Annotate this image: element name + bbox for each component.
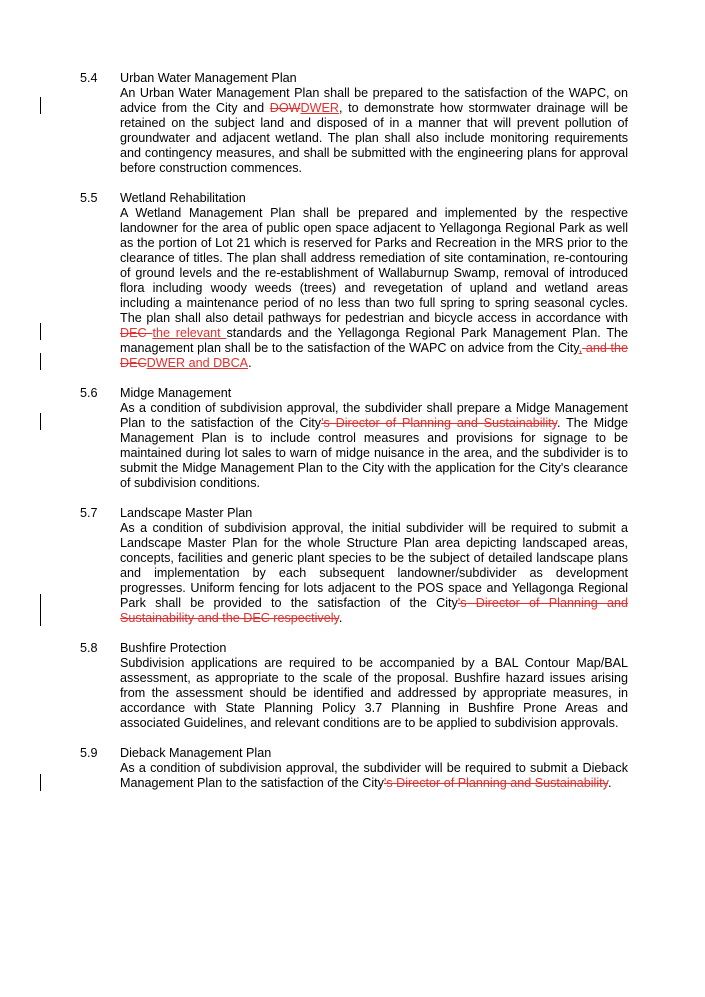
deleted-text: 's Director of Planning and Sustainability xyxy=(383,776,609,791)
change-bar xyxy=(40,353,41,370)
body-text: Subdivision applications are required to be accompanied by a BAL Contour Map/BAL assessment, as appropriate to the scale of the proposal. Bushfire hazard issues arising from the assessment should be identified and addressed by appropriate measures, in accordance with State Planning Policy 3.7 Planning in Bushfire Prone Areas and associated Guidelines, and relevant conditions are to be applied to subdivision approvals. xyxy=(120,656,628,731)
section-title: Bushfire Protection xyxy=(120,641,227,655)
section-number: 5.9 xyxy=(80,746,98,760)
body-text: . xyxy=(248,356,252,371)
inserted-text: , xyxy=(578,341,583,356)
change-bar xyxy=(40,413,41,430)
deleted-text: 's Director of Planning and Sustainability and the DEC respectively xyxy=(120,596,629,626)
change-bar xyxy=(40,97,41,114)
section-title: Midge Management xyxy=(120,386,232,400)
change-bar xyxy=(40,323,41,340)
deleted-text: DEC xyxy=(120,326,153,341)
body-text: As a condition of subdivision approval, the subdivider will be required to submit a Dieback Management Plan to the satisfaction of the City xyxy=(120,761,628,791)
section-body xyxy=(120,761,628,791)
body-text: A Wetland Management Plan shall be prepared and implemented by the respective landowner for the area of public open space adjacent to Yellagonga Regional Park as well as the portion of Lot 21 which is reserved for Parks and Recreation in the MRS prior to the clearance of titles. The plan shall address remediation of site contamination, re-contouring of ground levels and the re-establishment of Wallaburnup Swamp, removal of introduced flora including woody weeds (trees) and revegetation of upland and wetland areas including a maintenance period of no less than two full spring to spring seasonal cycles. The plan shall also detail pathways for pedestrian and bicycle access in accordance with xyxy=(120,206,628,326)
section-number: 5.5 xyxy=(80,191,98,205)
change-bar xyxy=(40,774,41,791)
deleted-text: DOW xyxy=(269,101,301,116)
section-body xyxy=(120,521,628,626)
body-text: An Urban Water Management Plan shall be prepared to the satisfaction of the WAPC, on advice from the City and xyxy=(120,86,628,116)
section-number: 5.7 xyxy=(80,506,98,520)
body-text: . xyxy=(338,611,343,626)
body-text: . xyxy=(608,776,612,791)
section-body xyxy=(120,401,628,491)
section-title: Urban Water Management Plan xyxy=(120,71,297,85)
section-body xyxy=(120,86,628,176)
body-text: standards and the Yellagonga Regional Park Management Plan. The management plan shall be to the satisfaction of the WAPC on advice from the City xyxy=(120,326,629,356)
body-text: As a condition of subdivision approval, the initial subdivider will be required to submit a Landscape Master Plan for the whole Structure Plan area depicting landscaped areas, concepts, facilities and generic plant species to be the subject of detailed landscape plans and implementation by each subsequent landowner/subdivider as development progresses. Uniform fencing for lots adjacent to the POS space and Yellagonga Regional Park shall be provided to the satisfaction of the City xyxy=(120,521,628,611)
section-title: Wetland Rehabilitation xyxy=(120,191,246,205)
inserted-text: the relevant xyxy=(152,326,227,341)
section-body xyxy=(120,206,628,372)
body-text: . The Midge Management Plan is to include control measures and provisions for signage to be maintained during lot sales to warn of midge nuisance in the area, and the subdivider is to submit the Midge Management Plan to the City with the application for the City's clearance of subdivision conditions. xyxy=(120,416,628,491)
change-bar xyxy=(40,594,41,626)
deleted-text: 's Director of Planning and Sustainability xyxy=(321,416,557,431)
section-body xyxy=(120,656,628,731)
section-title: Dieback Management Plan xyxy=(120,746,272,760)
section-number: 5.4 xyxy=(80,71,98,85)
section-title: Landscape Master Plan xyxy=(120,506,253,520)
body-text: , to demonstrate how stormwater drainage will be retained on the subject land and disposed of in a manner that will prevent pollution of groundwater and adjacent wetland. The plan shall also include monitoring requirements and contingency measures, and shall be submitted with the engineering plans for approval before construction commences. xyxy=(120,101,628,176)
inserted-text: DWER xyxy=(300,101,339,116)
deleted-text: and the DEC xyxy=(120,341,628,371)
section-number: 5.6 xyxy=(80,386,98,400)
section-number: 5.8 xyxy=(80,641,98,655)
inserted-text: DWER and DBCA xyxy=(146,356,249,371)
body-text: As a condition of subdivision approval, the subdivider shall prepare a Midge Management Plan to the satisfaction of the City xyxy=(120,401,628,431)
